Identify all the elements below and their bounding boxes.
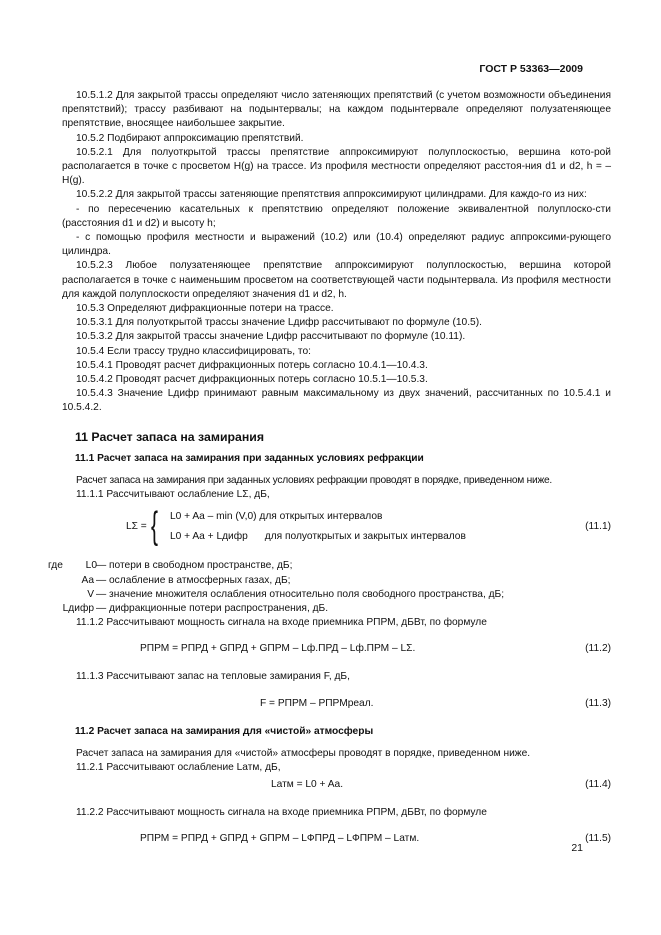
subsection-11-2-intro: Расчет запаса на замирания для «чистой» атмосферы проводят в порядке, приведенном ниже. <box>76 747 531 759</box>
definition-text: — ослабление в атмосферных газах, дБ; <box>96 574 291 586</box>
equation-11-5 <box>62 829 611 851</box>
paragraph-10-5-3-1: 10.5.3.1 Для полуоткрытой трассы значение Lдифр рассчитывают по формуле (10.5). <box>76 317 482 329</box>
paragraph-11-2-2: 11.2.2 Рассчитывают мощность сигнала на входе приемника PПРМ, дБВт, по формуле <box>76 807 487 819</box>
left-brace-icon: { <box>151 505 158 548</box>
definition-text: — значение множителя ослабления относительно поля свободного пространства, дБ; <box>96 588 505 600</box>
equation-number: (11.5) <box>585 833 611 845</box>
paragraph-10-5-2: 10.5.2 Подбирают аппроксимацию препятствий. <box>76 132 304 144</box>
equation-11-1-lhs: LΣ = <box>126 521 147 533</box>
case-open-condition: для открытых интервалов <box>259 511 383 523</box>
paragraph-11-1-1: 11.1.1 Рассчитывают ослабление LΣ, дБ, <box>76 489 270 501</box>
subsection-11-1-heading: 11.1 Расчет запаса на замирания при заданных условиях рефракции <box>75 452 424 464</box>
paragraph-10-5-1-2: 10.5.1.2 Для закрытой трассы определяют число затеняющих препятствий (с учетом возможности объединения препятствий); трассу разбивают на подынтервалы; на каждом подынтервале определяют полузатеняющее препятствие, вносящее наибольшее закрытие. <box>62 90 611 130</box>
definition-row <box>62 574 611 588</box>
subsection-11-2-heading: 11.2 Расчет запаса на замирания для «чистой» атмосферы <box>75 725 374 737</box>
equation-11-1-case-closed <box>170 530 466 544</box>
equation-11-2 <box>62 639 611 661</box>
definition-symbol: V <box>87 588 94 600</box>
paragraph-10-5-4-2: 10.5.4.2 Проводят расчет дифракционных потерь согласно 10.5.1—10.5.3. <box>76 374 428 386</box>
equation-number: (11.4) <box>585 779 611 791</box>
paragraph-10-5-4-3: 10.5.4.3 Значение Lдифр принимают равным максимальному из двух значений, рассчитанных по 10.5.4.1 и 10.5.4.2. <box>62 388 611 414</box>
paragraph-10-5-4-1: 10.5.4.1 Проводят расчет дифракционных потерь согласно 10.4.1—10.4.3. <box>76 359 428 371</box>
paragraph-10-5-4: 10.5.4 Если трассу трудно классифицировать, то: <box>76 345 311 357</box>
definition-symbol: Lдифр <box>62 603 94 615</box>
case-closed-condition: для полуоткрытых и закрытых интервалов <box>264 531 466 543</box>
definition-symbol: Aа <box>81 574 94 586</box>
paragraph-10-5-2-3: 10.5.2.3 Любое полузатеняющее препятствие аппроксимируют полуплоскостью, вершина которой располагается в точке с наименьшим просветом на соответствующей части подынтервала. Из профиля местности для каждой полуплоскости определяют значения d1 и d2, h. <box>62 260 611 300</box>
paragraph-10-5-2-1: 10.5.2.1 Для полуоткрытой трассы препятствие аппроксимируют полуплоскостью, вершина кото-рой располагается в точке с просветом H(g) на трассе. Из профиля местности определяют расстоя-ния d1 и d2, h = – H(g). <box>62 146 611 187</box>
equation-11-1 <box>62 505 611 551</box>
equation-11-3-expr: F = PПРМ – PПРМреал. <box>260 697 374 709</box>
subsection-11-1-intro: Расчет запаса на замирания при заданных условиях рефракции проводят в порядке, приведенном ниже. <box>76 475 553 487</box>
list-item-radius: - с помощью профиля местности и выражений (10.2) или (10.4) определяют радиус аппроксими-рующего цилиндра. <box>62 232 611 258</box>
symbol-definitions <box>48 559 611 616</box>
equation-11-4 <box>62 775 611 797</box>
definition-row <box>48 559 611 573</box>
definition-text: — дифракционные потери распространения, дБ. <box>96 603 329 615</box>
paragraph-11-1-2: 11.1.2 Рассчитывают мощность сигнала на входе приемника PПРМ, дБВт, по формуле <box>76 617 487 629</box>
equation-11-1-case-open <box>170 510 382 524</box>
where-label: где <box>48 560 63 572</box>
definition-row <box>62 602 611 616</box>
definition-row <box>62 588 611 602</box>
section-11-heading: 11 Расчет запаса на замирания <box>75 429 265 444</box>
page-number: 21 <box>571 842 583 854</box>
equation-11-2-expr: PПРМ = PПРД + GПРД + GПРМ – Lф.ПРД – Lф.ПРМ – LΣ. <box>140 643 416 655</box>
equation-11-4-expr: Lатм = L0 + Aа. <box>271 779 344 791</box>
paragraph-10-5-2-2: 10.5.2.2 Для закрытой трассы затеняющие препятствия аппроксимируют цилиндрами. Для каждо-го из них: <box>76 189 587 201</box>
definition-text: — потери в свободном пространстве, дБ; <box>96 560 293 572</box>
equation-11-3 <box>62 694 611 716</box>
paragraph-10-5-3-2: 10.5.3.2 Для закрытой трассы значение Lдифр рассчитывают по формуле (10.11). <box>76 331 466 343</box>
case-closed-expr: L0 + Aа + Lдифр <box>170 531 248 543</box>
paragraph-10-5-3: 10.5.3 Определяют дифракционные потери на трассе. <box>76 303 334 315</box>
paragraph-11-1-3: 11.1.3 Рассчитывают запас на тепловые замирания F, дБ, <box>76 671 350 683</box>
equation-number: (11.1) <box>585 521 611 533</box>
equation-11-5-expr: PПРМ = PПРД + GПРД + GПРМ – LФПРД – LФПРМ – Lатм. <box>140 833 420 845</box>
equation-number: (11.3) <box>585 697 611 709</box>
document-header: ГОСТ Р 53363—2009 <box>479 63 583 75</box>
list-item-tangents: - по пересечению касательных к препятствию определяют положение эквивалентной полуплоско-сти (расстояния d1 и d2) и высоту h; <box>62 203 611 229</box>
definition-symbol: L0 <box>85 560 97 572</box>
case-open-expr: L0 + Aа – min (V,0) <box>170 511 257 523</box>
equation-number: (11.2) <box>585 643 611 655</box>
paragraph-11-2-1: 11.2.1 Рассчитывают ослабление Lатм, дБ, <box>76 762 281 774</box>
page-content <box>48 89 611 851</box>
